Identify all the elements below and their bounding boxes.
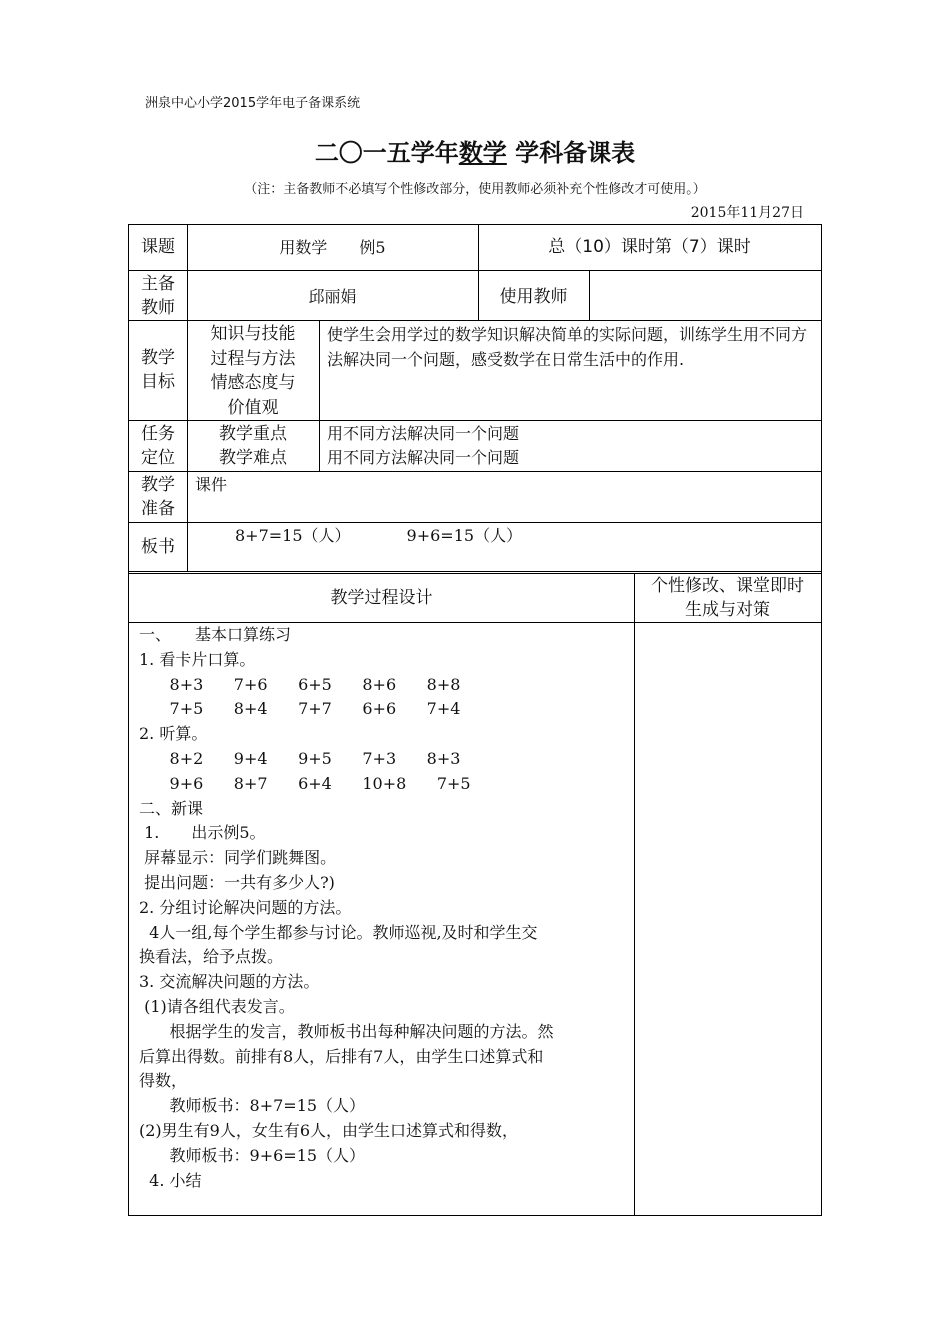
process-line: 7+5 8+4 7+7 6+6 7+4 [139, 699, 461, 719]
personal-header: 个性修改、课堂即时 生成与对策 [651, 576, 804, 620]
process-line: 二、新课 [139, 798, 204, 818]
board-value: 8+7=15（人） 9+6=15（人） [235, 526, 523, 545]
process-line: 4人一组,每个学生都参与讨论。教师巡视,及时和学生交 [139, 922, 538, 942]
row-divider [129, 320, 821, 321]
process-line: 根据学生的发言，教师板书出每种解决问题的方法。然 [139, 1021, 554, 1041]
process-line: 9+6 8+7 6+4 10+8 7+5 [139, 773, 471, 793]
lesson-plan-table [128, 224, 822, 1216]
process-line: 后算出得数。前排有8人，后排有7人，由学生口述算式和 [139, 1046, 544, 1066]
title-suffix: 学科备课表 [506, 139, 636, 167]
board-label: 板书 [141, 537, 175, 557]
task-items-text: 用不同方法解决同一个问题 用不同方法解决同一个问题 [327, 424, 520, 467]
page-title [0, 133, 950, 168]
process-lines [139, 623, 629, 1193]
instruction-note: （注：主备教师不必填写个性修改部分，使用教师必须补充个性修改才可使用。） [244, 182, 706, 197]
column-divider [589, 270, 590, 320]
process-line: 4. 小结 [139, 1170, 202, 1190]
process-content [129, 623, 634, 1215]
goal-text: 使学生会用学过的数学知识解决简单的实际问题，训练学生用不同方法解决同一个问题，感受数学在日常生活中的作用. [327, 325, 808, 369]
process-line: 得数， [139, 1071, 188, 1091]
process-line: 1. 出示例5。 [139, 823, 266, 843]
process-line: 3. 交流解决问题的方法。 [139, 972, 320, 992]
process-header: 教学过程设计 [330, 588, 433, 608]
process-line: 8+2 9+4 9+5 7+3 8+3 [139, 748, 461, 768]
system-name: 洲泉中心小学2015学年电子备课系统 [145, 96, 361, 111]
document-date: 2015年11月27日 [690, 205, 804, 221]
process-line: 教师板书：8+7=15（人） [139, 1096, 366, 1116]
process-line: 屏幕显示：同学们跳舞图。 [139, 848, 337, 868]
task-items-label: 教学重点 教学难点 [219, 424, 287, 468]
main-teacher-label: 主备 教师 [141, 274, 175, 318]
title-prefix: 二〇一五学年 [314, 139, 459, 167]
process-line: (2)男生有9人，女生有6人，由学生口述算式和得数， [139, 1120, 519, 1140]
process-line: 1. 看卡片口算。 [139, 649, 256, 669]
personal-notes-field[interactable] [635, 623, 821, 1215]
process-line: 2. 分组讨论解决问题的方法。 [139, 897, 352, 917]
prep-label: 教学 准备 [141, 475, 175, 519]
process-line: (1)请各组代表发言。 [139, 996, 295, 1016]
row-divider [129, 270, 821, 271]
lesson-title: 用数学 例5 [279, 238, 386, 257]
using-teacher-label: 使用教师 [499, 287, 568, 307]
lesson-label: 课题 [141, 237, 175, 257]
prep-value: 课件 [195, 475, 228, 494]
process-line: 8+3 7+6 6+5 8+6 8+8 [139, 674, 461, 694]
process-line: 提出问题：一共有多少人?) [139, 872, 335, 892]
goal-label: 教学 目标 [141, 348, 175, 392]
process-line: 2. 听算。 [139, 724, 208, 744]
main-teacher-name: 邱丽娟 [308, 287, 357, 306]
title-subject: 数学 [458, 139, 507, 167]
process-line: 一、 基本口算练习 [139, 625, 292, 644]
column-divider [319, 320, 320, 471]
process-line: 换看法，给予点拨。 [139, 947, 284, 967]
goal-dimensions: 知识与技能 过程与方法 情感态度与 价值观 [210, 324, 296, 418]
lesson-period: 总（10）课时第（7）课时 [548, 237, 751, 257]
task-label: 任务 定位 [141, 424, 175, 468]
row-divider [129, 420, 821, 421]
process-line: 教师板书：9+6=15（人） [139, 1145, 366, 1165]
